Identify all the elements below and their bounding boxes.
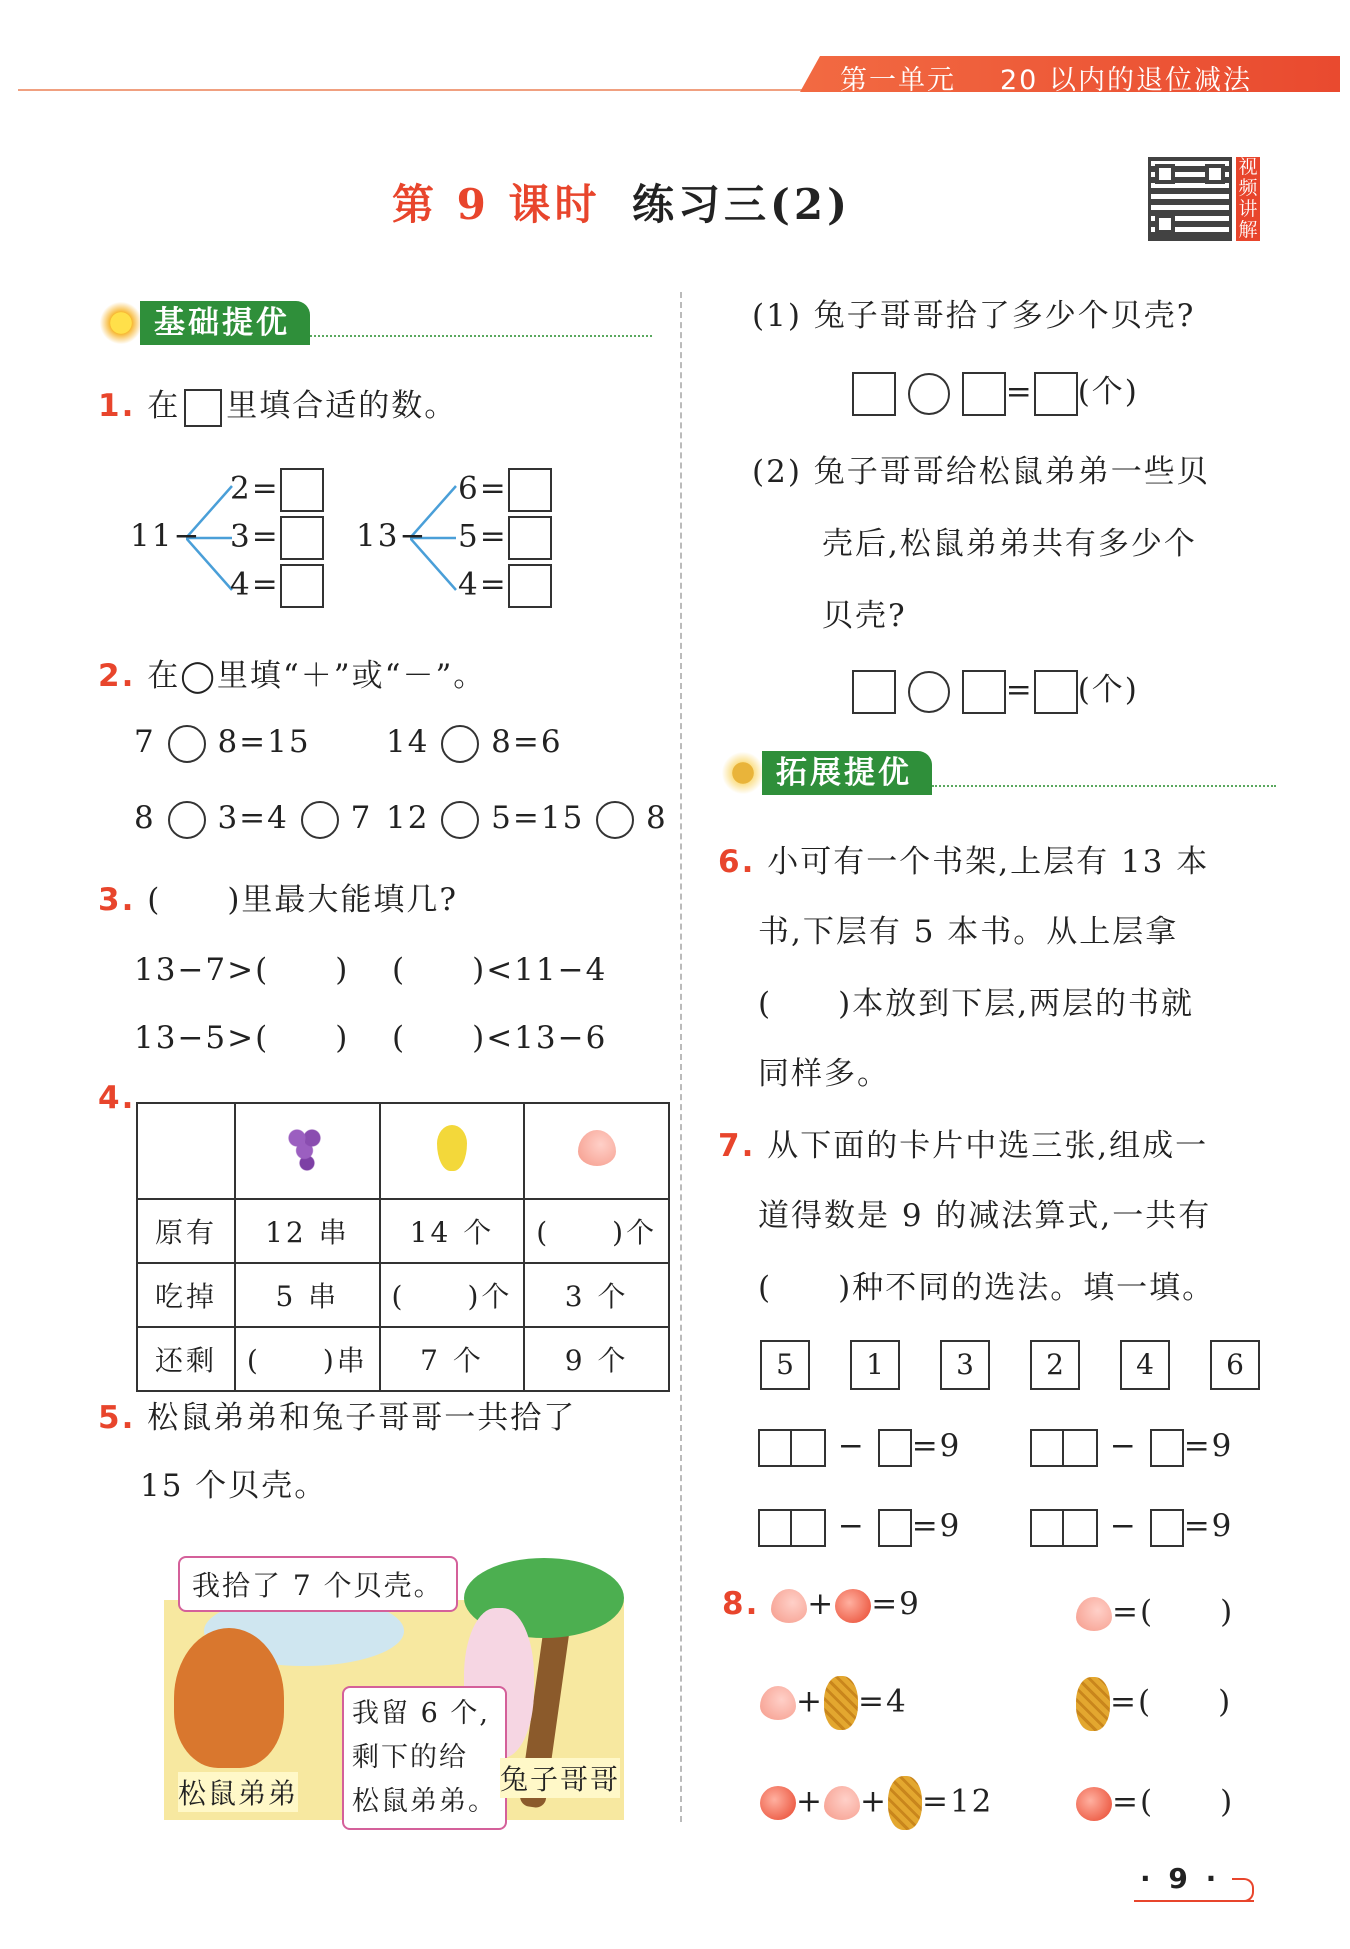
q1-number: 1.: [98, 388, 136, 424]
q6-line-2: 书,下层有 5 本书。从上层拿: [758, 914, 1179, 950]
bubble-squirrel: [178, 1556, 458, 1612]
sun-icon: [96, 298, 146, 348]
page-title: 练习三(2): [632, 180, 851, 229]
eq-operator-circle[interactable]: [908, 373, 950, 415]
eq-box[interactable]: [792, 1429, 826, 1467]
lesson-number: 第 9 课时: [392, 180, 601, 229]
q8-row-3: + + =12: [760, 1776, 993, 1830]
number-card[interactable]: 4: [1120, 1340, 1170, 1390]
eq-unit: (个): [1077, 672, 1139, 708]
table-row: [137, 1199, 669, 1263]
q3-number: 3.: [98, 882, 136, 918]
q5-sub2-equation: = (个): [852, 664, 1139, 714]
table-cell: 5 串: [235, 1263, 380, 1327]
q1-answer-box[interactable]: [280, 564, 324, 608]
q5-sub2-line-1: (2) 兔子哥哥给松鼠弟弟一些贝: [752, 454, 1210, 490]
eq-box[interactable]: [1030, 1429, 1064, 1467]
number-card[interactable]: 5: [760, 1340, 810, 1390]
q1-right-base: 13−: [356, 518, 428, 554]
q3-row-1: 13−7>( ): [134, 952, 350, 988]
q4-number-wrap: [98, 1080, 135, 1116]
q7-eq-3: − =9: [758, 1508, 961, 1547]
eq-box[interactable]: [1064, 1509, 1098, 1547]
pear-cell: [380, 1103, 525, 1199]
section-extend-dots: [932, 785, 1276, 787]
q2-row2-b: 12 5=15 8: [386, 800, 668, 839]
table-header-row: [137, 1103, 669, 1199]
header-unit: 第一单元: [840, 65, 956, 96]
q4-table: [136, 1102, 670, 1392]
q2-text: 在◯里填“＋”或“－”。: [147, 658, 487, 694]
eq-box[interactable]: [1064, 1429, 1098, 1467]
qr-finder-tl: [1155, 164, 1175, 184]
q8-row-2: + =4: [760, 1676, 908, 1730]
q1-sample-box: [184, 389, 222, 427]
eq-operator-circle[interactable]: [908, 671, 950, 713]
q1-left-base: 11−: [130, 518, 202, 554]
grape-cell: [235, 1103, 380, 1199]
q1-right-row-1: 6=: [458, 468, 552, 512]
peach-icon: [824, 1786, 860, 1820]
q6-line-4: 同样多。: [758, 1056, 890, 1092]
section-extend-label: 拓展提优: [762, 751, 932, 795]
bubble-squirrel-text: 我拾了 7 个贝壳。: [192, 1569, 444, 1602]
q3-row-2: ( )<11−4: [392, 952, 608, 988]
q2-number: 2.: [98, 658, 136, 694]
qr-label: 视频讲解: [1236, 157, 1260, 241]
header-topic: 20 以内的退位减法: [1000, 65, 1252, 96]
table-row: [137, 1327, 669, 1391]
table-cell: 还剩: [137, 1327, 235, 1391]
grape-icon: [282, 1123, 332, 1173]
q3-row-3: 13−5>( ): [134, 1020, 350, 1056]
q7-eq-2: − =9: [1030, 1428, 1233, 1467]
q2-operator-circle[interactable]: [441, 801, 479, 839]
q1-text-a: 在: [147, 388, 181, 424]
eq-box[interactable]: [792, 1509, 826, 1547]
page-number: · 9 ·: [1140, 1862, 1221, 1895]
section-basic-label: 基础提优: [140, 301, 310, 345]
pear-icon: [437, 1125, 467, 1171]
q1-answer-box[interactable]: [508, 564, 552, 608]
q3-text: ( )里最大能填几?: [147, 882, 459, 918]
eq-box[interactable]: [962, 670, 1006, 714]
table-cell: 14 个: [380, 1199, 525, 1263]
q8-ans-2: =( ): [1076, 1676, 1232, 1731]
section-extend: [718, 750, 1276, 796]
bubble-rabbit-line-1: 我留 6 个,: [352, 1698, 490, 1729]
eq-box[interactable]: [1034, 372, 1078, 416]
number-card[interactable]: 3: [940, 1340, 990, 1390]
q6-line-3: ( )本放到下层,两层的书就: [758, 986, 1195, 1022]
bubble-rabbit: [342, 1686, 507, 1830]
q2-prompt: [98, 650, 486, 695]
column-divider: [680, 292, 682, 1822]
q1-right-row-2: 5=: [458, 516, 552, 560]
table-cell: 9 个: [524, 1327, 669, 1391]
bubble-rabbit-line-3: 松鼠弟弟。: [352, 1786, 497, 1817]
eq-box[interactable]: [962, 372, 1006, 416]
bubble-rabbit-line-2: 剩下的给: [352, 1742, 468, 1773]
section-basic: [96, 300, 652, 346]
q5-sub1-equation: = (个): [852, 366, 1139, 416]
q7-text-1: 从下面的卡片中选三张,组成一: [767, 1128, 1209, 1164]
q1-left-row-2: 3=: [230, 516, 324, 560]
q1-answer-box[interactable]: [508, 468, 552, 512]
eq-box[interactable]: [878, 1509, 912, 1547]
q1-left-row-1: 2=: [230, 468, 324, 512]
eq-box[interactable]: [1150, 1429, 1184, 1467]
q3-prompt: [98, 874, 458, 919]
q2-row2-a: 8 3=4 7: [134, 800, 372, 839]
q5-sub2-line-2: 壳后,松鼠弟弟共有多少个: [822, 526, 1197, 562]
q5-sub1: (1) 兔子哥哥拾了多少个贝壳?: [752, 298, 1196, 334]
q1-answer-box[interactable]: [508, 516, 552, 560]
q6-number: 6.: [718, 844, 756, 880]
pineapple-icon: [1076, 1677, 1110, 1731]
q5-number: 5.: [98, 1400, 136, 1436]
qr-finder-tr: [1205, 164, 1225, 184]
eq-box[interactable]: [758, 1509, 792, 1547]
q5-sub2-line-3: 贝壳?: [822, 598, 907, 634]
peach-icon: [1076, 1597, 1112, 1631]
table-cell: 吃掉: [137, 1263, 235, 1327]
q6-line-1: [718, 836, 1209, 881]
footer-arrow-icon: [1232, 1878, 1254, 1902]
table-cell: 3 个: [524, 1263, 669, 1327]
apple-icon: [1076, 1787, 1112, 1821]
label-squirrel: 松鼠弟弟: [178, 1772, 298, 1812]
q8-row-1: 8. + =9: [722, 1586, 921, 1622]
table-cell[interactable]: ( )个: [524, 1199, 669, 1263]
q1-right-row-3: 4=: [458, 564, 552, 608]
eq-box[interactable]: [758, 1429, 792, 1467]
q2-row1-a: 7 8=15: [134, 724, 311, 763]
eq-box[interactable]: [1030, 1509, 1064, 1547]
q1-left-row-3: 4=: [230, 564, 324, 608]
table-cell: 7 个: [380, 1327, 525, 1391]
q2-operator-circle[interactable]: [441, 725, 479, 763]
apple-icon: [760, 1786, 796, 1820]
table-cell[interactable]: ( )个: [380, 1263, 525, 1327]
table-corner-cell: [137, 1103, 235, 1199]
q7-number: 7.: [718, 1128, 756, 1164]
q2-row1-b: 14 8=6: [386, 724, 563, 763]
q7-eq-4: − =9: [1030, 1508, 1233, 1547]
number-card[interactable]: 6: [1210, 1340, 1260, 1390]
q1-prompt: [98, 380, 457, 427]
q5-line-1: [98, 1392, 576, 1437]
q7-line-2: 道得数是 9 的减法算式,一共有: [758, 1198, 1212, 1234]
qr-finder-bl: [1155, 214, 1175, 234]
table-row: [137, 1263, 669, 1327]
peach-icon: [760, 1686, 796, 1720]
q3-row-4: ( )<13−6: [392, 1020, 608, 1056]
q5-text-1: 松鼠弟弟和兔子哥哥一共拾了: [147, 1400, 577, 1436]
q5-line-2: 15 个贝壳。: [140, 1468, 328, 1504]
q2-operator-circle[interactable]: [596, 801, 634, 839]
label-rabbit: 兔子哥哥: [500, 1758, 620, 1798]
peach-icon: [771, 1589, 807, 1623]
eq-box[interactable]: [1034, 670, 1078, 714]
table-cell: 12 串: [235, 1199, 380, 1263]
section-basic-dots: [310, 335, 652, 337]
q4-number: 4.: [98, 1080, 136, 1116]
eq-box[interactable]: [852, 372, 896, 416]
q2-operator-circle[interactable]: [301, 801, 339, 839]
q7-eq-1: − =9: [758, 1428, 961, 1467]
number-card[interactable]: 1: [850, 1340, 900, 1390]
q8-ans-1: =( ): [1076, 1586, 1234, 1631]
pineapple-icon: [824, 1676, 858, 1730]
q6-text-1: 小可有一个书架,上层有 13 本: [767, 844, 1210, 880]
peach-cell: [524, 1103, 669, 1199]
q8-number: 8.: [722, 1586, 760, 1622]
q7-line-3: ( )种不同的选法。填一填。: [758, 1270, 1216, 1306]
pineapple-icon: [888, 1776, 922, 1830]
eq-box[interactable]: [878, 1429, 912, 1467]
q1-answer-box[interactable]: [280, 468, 324, 512]
q1-answer-box[interactable]: [280, 516, 324, 560]
q7-cards: [760, 1340, 1260, 1390]
q8-ans-3: =( ): [1076, 1776, 1234, 1821]
q2-operator-circle[interactable]: [168, 725, 206, 763]
qr-code[interactable]: [1148, 157, 1232, 241]
table-cell: 原有: [137, 1199, 235, 1263]
eq-box[interactable]: [1150, 1509, 1184, 1547]
q7-line-1: [718, 1120, 1208, 1165]
eq-unit: (个): [1077, 374, 1139, 410]
number-card[interactable]: 2: [1030, 1340, 1080, 1390]
eq-box[interactable]: [852, 670, 896, 714]
trophy-icon: [718, 748, 768, 798]
q1-text-b: 里填合适的数。: [226, 388, 458, 424]
table-cell[interactable]: ( )串: [235, 1327, 380, 1391]
apple-icon: [835, 1589, 871, 1623]
q2-operator-circle[interactable]: [168, 801, 206, 839]
peach-icon: [578, 1130, 616, 1166]
squirrel-figure: [174, 1628, 284, 1768]
